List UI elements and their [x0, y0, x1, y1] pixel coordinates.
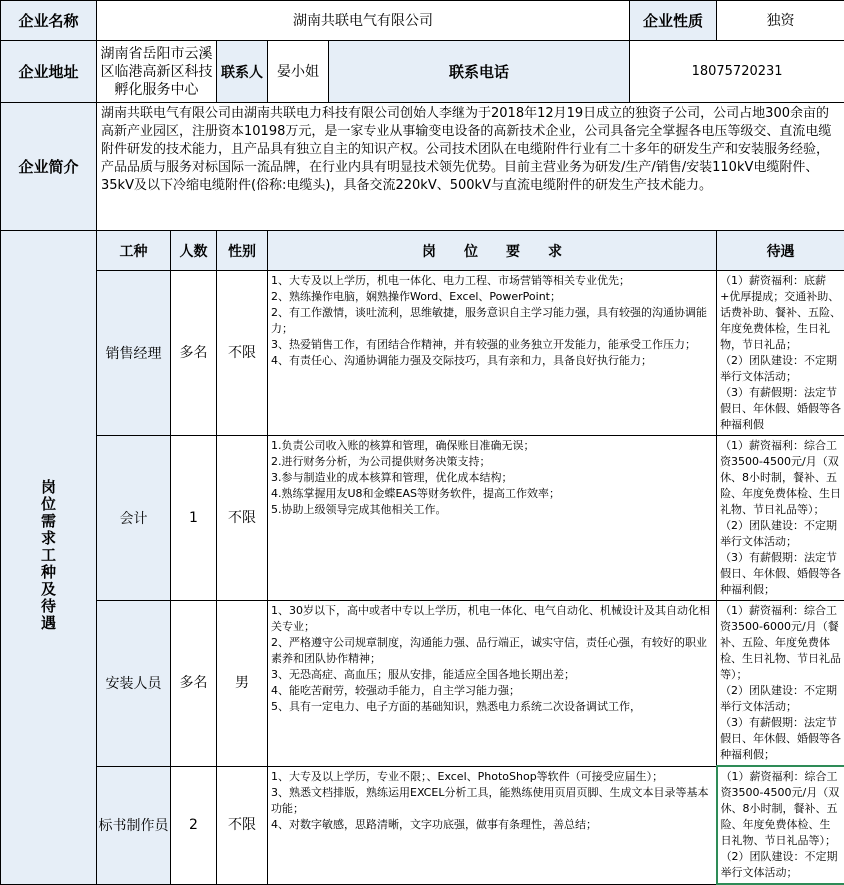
- company-address: 湖南省岳阳市云溪区临港高新区科技孵化服务中心: [97, 41, 217, 103]
- company-address-label: 企业地址: [1, 41, 97, 103]
- job-row: [1, 601, 844, 767]
- company-type: 独资: [717, 1, 844, 41]
- contact-name: 晏小姐: [268, 41, 329, 103]
- header-requirements: 岗 位 要 求: [268, 231, 717, 271]
- job-row: [1, 766, 844, 884]
- job-count: 2: [171, 766, 217, 884]
- jobs-section-label-text: 岗位需求工种及待遇: [38, 479, 59, 632]
- header-benefits: 待遇: [717, 231, 844, 271]
- job-benefits: （1）薪资福利：综合工资3500-4500元/月（双休、8小时制，餐补、五险、年度免费体检、生日礼物、节日礼品等）； （2）团队建设：不定期举行文体活动；: [717, 766, 844, 884]
- phone-label: 联系电话: [329, 41, 630, 103]
- contact-label: 联系人: [217, 41, 268, 103]
- job-type: 销售经理: [97, 271, 171, 436]
- job-type: 会计: [97, 436, 171, 601]
- phone-number: 18075720231: [630, 41, 844, 103]
- header-gender: 性别: [217, 231, 268, 271]
- company-intro-label: 企业简介: [1, 103, 97, 231]
- job-gender: 不限: [217, 436, 268, 601]
- job-type: 标书制作员: [97, 766, 171, 884]
- header-count: 人数: [171, 231, 217, 271]
- job-gender: 不限: [217, 766, 268, 884]
- job-count: 1: [171, 436, 217, 601]
- company-name-label: 企业名称: [1, 1, 97, 41]
- job-benefits: （1）薪资福利：底薪+优厚提成；交通补助、话费补助、餐补、五险、年度免费体检，生日礼物，节日礼品； （2）团队建设：不定期举行文体活动； （3）有薪假期：法定节假日、年休假、婚假等各种福利假: [717, 271, 844, 436]
- job-benefits: （1）薪资福利：综合工资3500-6000元/月（餐补、五险、年度免费体检、生日礼物、节日礼品等）； （2）团队建设：不定期举行文体活动； （3）有薪假期：法定节假日、年休假、婚假等各种福利假；: [717, 601, 844, 767]
- job-row: [1, 436, 844, 601]
- job-requirements: 1、大专及以上学历，专业不限；、Excel、PhotoShop等软件（可接受应届生）； 3、熟悉文档排版，熟练运用EXCEL分析工具，能熟练使用页眉页脚、生成文本目录等基本功能； 4、对数字敏感，思路清晰，文字功底强，做事有条理性，善总结；: [268, 766, 717, 884]
- job-count: 多名: [171, 271, 217, 436]
- job-count: 多名: [171, 601, 217, 767]
- header-job-type: 工种: [97, 231, 171, 271]
- job-gender: 不限: [217, 271, 268, 436]
- job-row: [1, 271, 844, 436]
- job-requirements: 1.负责公司收入账的核算和管理，确保账目准确无误； 2.进行财务分析，为公司提供财务决策支持； 3.参与制造业的成本核算和管理，优化成本结构； 4.熟练掌握用友U8和金蝶EAS等财务软件，提高工作效率； 5.协助上级领导完成其他相关工作。: [268, 436, 717, 601]
- job-benefits: （1）薪资福利：综合工资3500-4500元/月（双休、8小时制，餐补、五险、年度免费体检、生日礼物、节日礼品等）； （2）团队建设：不定期举行文体活动； （3）有薪假期：法定节假日、年休假、婚假等各种福利假；: [717, 436, 844, 601]
- company-name: 湖南共联电气有限公司: [97, 1, 630, 41]
- job-type: 安装人员: [97, 601, 171, 767]
- job-gender: 男: [217, 601, 268, 767]
- company-intro: 湖南共联电气有限公司由湖南共联电力科技有限公司创始人李继为于2018年12月19日成立的独资子公司，公司占地300余亩的高新产业园区，注册资本10198万元，是一家专业从事输变电设备的高新技术企业，公司具备完全掌握各电压等级交、直流电缆附件研发的技术能力，且产品具有独立自主的知识产权。公司技术团队在电缆附件行业有二十多年的研发生产和安装服务经验，产品品质与服务对标国际一流品牌，在行业内具有明显技术领先优势。目前主营业务为研发/生产/销售/安装110kV电缆附件、35kV及以下冷缩电缆附件(俗称:电缆头)，具备交流220kV、500kV与直流电缆附件的研发生产技术能力。: [97, 103, 844, 231]
- jobs-section-label: [1, 231, 97, 885]
- job-requirements: 1、大专及以上学历，机电一体化、电力工程、市场营销等相关专业优先； 2、熟练操作电脑，娴熟操作Word、Excel、PowerPoint； 2、有工作激情，谈吐流利，思维敏捷，服务意识自主学习能力强，具有较强的沟通协调能力； 3、热爱销售工作，有团结合作精神，并有较强的业务独立开发能力，能承受工作压力； 4、有责任心、沟通协调能力强及交际技巧，具有亲和力，具备良好执行能力；: [268, 271, 717, 436]
- company-type-label: 企业性质: [630, 1, 717, 41]
- job-requirements: 1、30岁以下，高中或者中专以上学历，机电一体化、电气自动化、机械设计及其自动化相关专业； 2、严格遵守公司规章制度，沟通能力强、品行端正，诚实守信，责任心强，有较好的职业素养和团队协作精神； 3、无恐高症、高血压；服从安排，能适应全国各地长期出差； 4、能吃苦耐劳，较强动手能力，自主学习能力强； 5、具有一定电力、电子方面的基础知识，熟悉电力系统二次设备调试工作，: [268, 601, 717, 767]
